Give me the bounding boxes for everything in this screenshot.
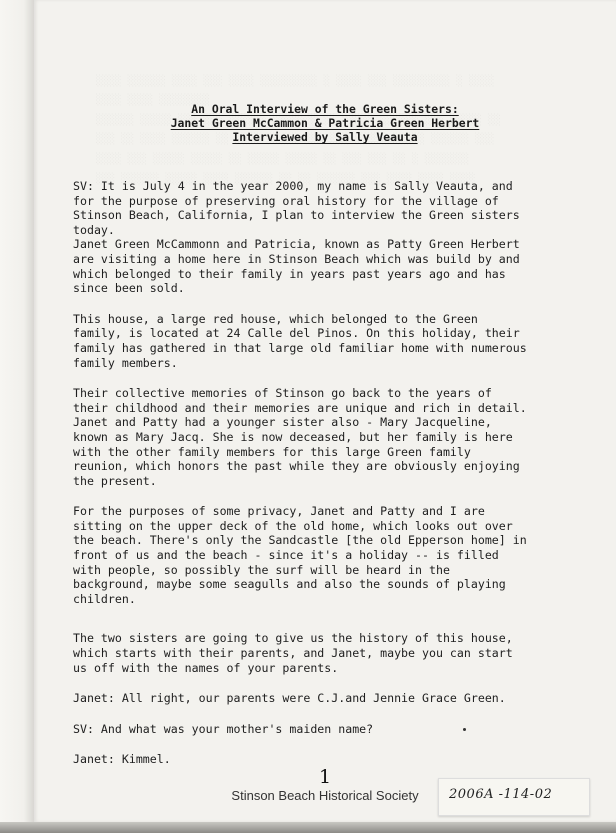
binder-margin — [0, 0, 34, 833]
page-bottom-shadow — [0, 822, 616, 833]
paragraph-memories: Their collective memories of Stinson go back to the years of their childhood and their memories are unique and rich in detail. Janet and Patty had a younger sister also - Mary Jacqueline, known as Mary Jacq. She is now deceased, but her family is here with the other family members for this large Green family reunion, which honors the past while they are obviously enjoying the present. — [73, 386, 527, 488]
ink-speck — [463, 728, 466, 731]
interview-body — [73, 179, 608, 767]
paragraph-janet-kimmel: Janet: Kimmel. — [73, 752, 171, 767]
paragraph-intro: SV: It is July 4 in the year 2000, my name is Sally Veauta, and for the purpose of preserving oral history for the village of Stinson Beach, California, I plan to interview the Green sisters today. Janet Green McCammonn and Patricia, known as Patty Green Herbert are visiting a home here in Stinson Beach which was build by and which belonged to their family in years past years ago and has since been sold. — [73, 179, 520, 296]
page-number: 1 — [318, 766, 332, 788]
paragraph-janet-parents: Janet: All right, our parents were C.J.and Jennie Grace Green. — [73, 691, 506, 706]
title-line-3: Interviewed by Sally Veauta — [232, 130, 418, 144]
archive-id: 2006A -114-02 — [449, 787, 553, 802]
title-line-2: Janet Green McCammon & Patricia Green Herbert — [170, 116, 480, 130]
paragraph-sv-question: SV: And what was your mother's maiden name? — [73, 721, 374, 736]
society-name: Stinson Beach Historical Society — [231, 788, 419, 803]
title-line-1: An Oral Interview of the Green Sisters: — [191, 102, 459, 116]
paragraph-sisters: The two sisters are going to give us the history of this house, which starts with their parents, and Janet, maybe you can start us off with the names of your parents. — [73, 631, 513, 675]
paragraph-setting: For the purposes of some privacy, Janet and Patty and I are sitting on the upper deck of the old home, which looks out over the beach. There's only the Sandcastle [the old Epperson home] in front of us and the beach - since it's a holiday -- is filled with people, so possibly the surf will be heard in the background, maybe some seagulls and also the sounds of playing children. — [73, 504, 527, 606]
paragraph-house: This house, a large red house, which belonged to the Green family, is located at 24 Calle del Pinos. On this holiday, their family has gathered in that large old familiar home with numerous family members. — [73, 311, 527, 370]
archive-tag — [438, 778, 590, 816]
